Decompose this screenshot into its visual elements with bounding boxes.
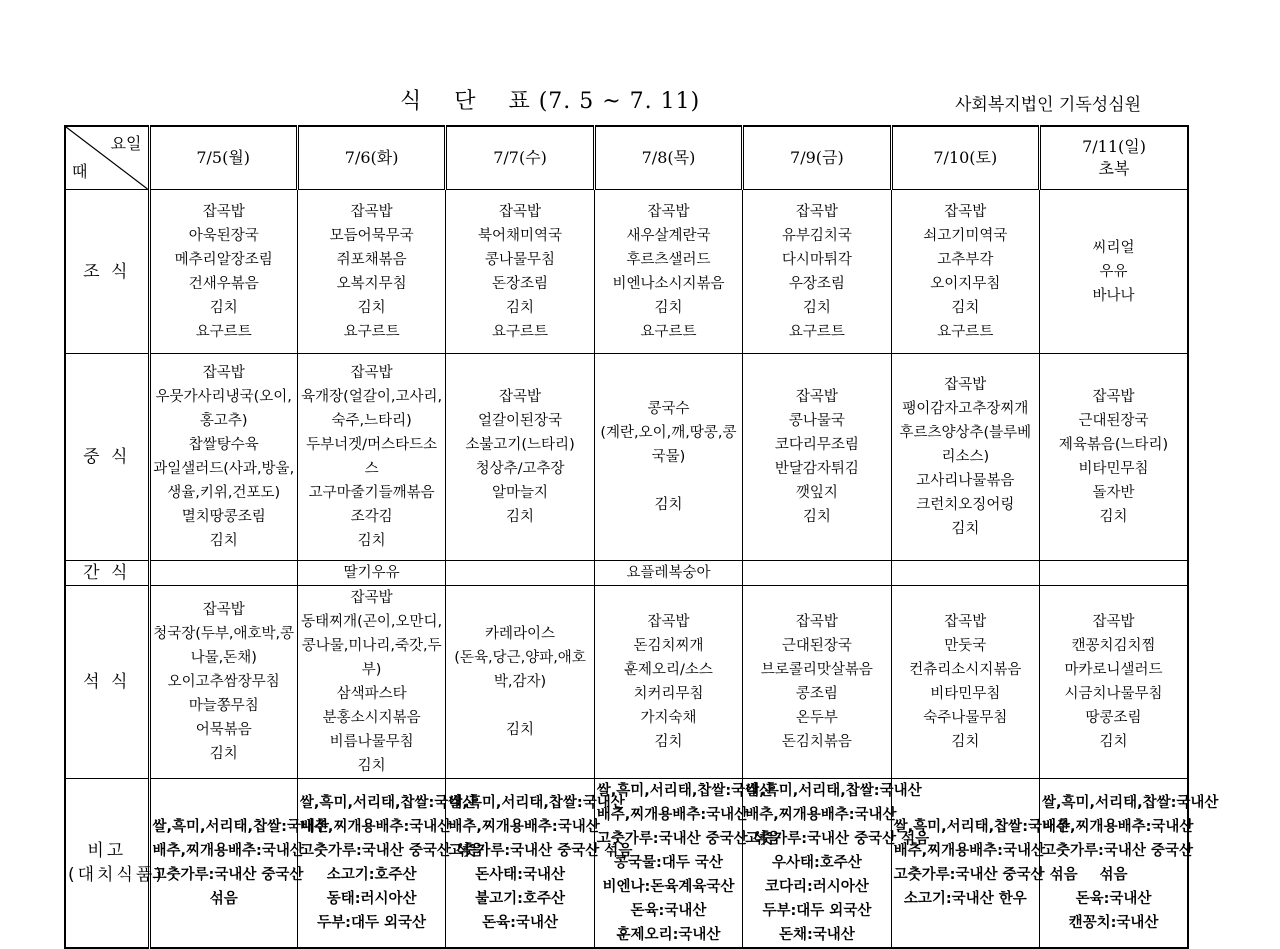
menu-item: 잡곡밥 [795,614,838,630]
menu-cell [297,354,445,561]
menu-item: 콩나물무침 [485,251,556,268]
menu-cell [594,779,781,949]
menu-item: 김치 [951,299,980,316]
menu-item: 요구르트 [343,323,400,340]
menu-item: 김치 [357,758,386,774]
menu-item: 잡곡밥 [944,614,987,630]
origin-note: 돈육:국내산 [1075,891,1152,907]
menu-item: 김치 [506,299,535,316]
menu-cell [743,561,891,586]
menu-item: 어묵볶음 [195,722,252,738]
origin-note: 코다리:러시아산 [764,879,869,895]
origin-note: 섞음 [1099,867,1128,883]
day-header-6 [891,126,1039,190]
menu-item: 잡곡밥 [202,203,245,220]
menu-item [597,469,740,493]
menu-item: 쇠고기미역국 [923,227,1008,244]
menu-item: 잡곡밥 [944,203,987,220]
menu-item: 우유 [1099,263,1128,280]
origin-note: 두부:대두 외국산 [762,903,872,919]
menu-item: 팽이감자고추장찌개 [902,401,1029,417]
origin-note: 캔꽁치:국내산 [1068,915,1159,931]
menu-cell [149,586,297,779]
day-date: 7/10(토) [933,148,998,167]
day-header-5 [743,126,891,190]
menu-cell [594,190,742,354]
menu-item: 새우살계란국 [626,227,711,244]
origin-note: 배추,찌개용배추:국내산 [745,807,897,823]
menu-item: 반달감자튀김 [774,461,859,477]
menu-item: 김치 [209,533,238,549]
menu-table-body [65,126,1219,948]
menu-item: 오이고추쌈장무침 [167,674,280,690]
menu-item: 김치 [1099,509,1128,525]
menu-cell [1040,586,1188,779]
menu-item: 잡곡밥 [1092,389,1135,405]
origin-note: 돈채:국내산 [778,927,855,943]
menu-cell [743,779,930,949]
menu-item: 찹쌀탕수육 [188,437,259,453]
menu-item: 코다리무조림 [774,437,859,453]
menu-item: 동태찌개(곤이,오만디,콩나물,미나리,죽갓,두부) [301,614,443,678]
menu-item: 김치 [209,746,238,762]
menu-item: 알마늘지 [492,485,549,501]
menu-item: 콩나물국 [788,413,845,429]
menu-item: 김치 [654,299,683,316]
menu-item: 돈김치볶음 [781,734,852,750]
menu-cell [297,586,445,779]
menu-cell [743,190,891,354]
snack-row [65,561,1188,586]
menu-item: 김치 [654,497,683,513]
menu-item: 김치 [802,509,831,525]
menu-cell [743,354,891,561]
menu-item: 김치 [357,533,386,549]
menu-item: 쥐포채볶음 [336,251,407,268]
menu-item: 잡곡밥 [944,377,987,393]
menu-item: 근대된장국 [1078,413,1149,429]
origin-note: 배추,찌개용배추:국내산 [299,819,452,835]
day-note: 초복 [1098,159,1130,178]
menu-cell [149,354,297,561]
menu-item: 잡곡밥 [647,614,690,630]
menu-item: 제육볶음(느타리) [1058,437,1169,453]
menu-cell [297,561,445,586]
menu-item: 돌자반 [1092,485,1135,501]
menu-item: 가지숙채 [640,710,697,726]
menu-item: 소불고기(느타리) [465,437,575,453]
origin-note: 고춧가루:국내산 중국산 섞음 [745,831,930,847]
menu-item: 씨리얼 [1092,239,1135,256]
origin-note: 고춧가루:국내산 중국산 섞음 [448,843,633,859]
menu-item: 요구르트 [195,323,252,340]
menu-cell [446,190,594,354]
origin-note: 쌀,흑미,서리태,찹쌀:국내산 [448,795,625,811]
menu-cell [1040,561,1188,586]
menu-item: 치커리무침 [633,686,704,702]
menu-item: 시금치나물무침 [1064,686,1163,702]
menu-cell [446,586,594,779]
menu-item: 삼색파스타 [336,686,407,702]
origin-note: 우사태:호주산 [771,855,862,871]
origin-note: 고춧가루:국내산 중국산 [152,867,304,883]
day-header-3 [446,126,594,190]
header-row [65,126,1188,190]
menu-cell [594,561,742,586]
menu-item: 청상추/고추장 [475,461,565,477]
menu-item: 바나나 [1092,287,1135,304]
menu-item: 잡곡밥 [795,203,838,220]
menu-item: 콩국수 [647,401,690,417]
menu-item: 김치 [357,299,386,316]
origin-note: 돈육:국내산 [482,915,558,931]
origin-note: 고춧가루:국내산 중국산 섞음 [893,867,1078,883]
origin-note: 고춧가루:국내산 중국산 섞음 [596,831,781,847]
dinner-row [65,586,1188,779]
meal-label: 조 식 [65,190,149,354]
menu-item: 메추리알장조림 [174,251,273,268]
menu-item: 잡곡밥 [350,590,393,606]
menu-item: 김치 [802,299,831,316]
menu-item: 우뭇가사리냉국(오이,홍고추) [155,389,292,429]
menu-item: 비엔나소시지볶음 [612,275,725,292]
breakfast-row [65,190,1188,354]
menu-cell [297,779,484,949]
menu-item: (돈육,당근,양파,애호박,감자) [454,650,586,690]
origin-note: 배추,찌개용배추:국내산 [152,843,304,859]
menu-item: 근대된장국 [781,638,852,654]
menu-item: 얼갈이된장국 [478,413,563,429]
day-header-4 [594,126,742,190]
menu-item: 온두부 [795,710,838,726]
meal-label: 간 식 [65,561,149,586]
menu-item: 비타민무침 [930,686,1001,702]
menu-item: 요구르트 [640,323,697,340]
menu-item: 마늘쫑무침 [188,698,259,714]
menu-item: 후르츠샐러드 [626,251,711,268]
menu-item: 아욱된장국 [188,227,259,244]
origin-note: 고춧가루:국내산 중국산 섞음 [299,843,484,859]
menu-item: 오이지무침 [930,275,1001,292]
menu-cell [149,190,297,354]
menu-item: 우장조림 [788,275,845,292]
menu-item: 다시마튀각 [781,251,852,268]
menu-item: 만둣국 [944,638,987,654]
menu-item: 후르츠양상추(블루베리소스) [899,425,1032,465]
organization-name: 사회복지법인 기독성심원 [955,95,1142,115]
day-date: 7/8(목) [641,148,696,167]
menu-item: 땅콩조림 [1085,710,1142,726]
day-date: 7/6(화) [344,148,399,167]
menu-cell [1040,779,1219,949]
menu-cell [594,586,742,779]
origin-note: 배추,찌개용배추:국내산 [893,843,1045,859]
origin-note: 훈제오리:국내산 [616,927,721,943]
menu-item: 컨츄리소시지볶음 [909,662,1022,678]
menu-cell [891,586,1039,779]
menu-cell [1040,190,1188,354]
menu-item: 요구르트 [492,323,549,340]
menu-item [448,694,591,718]
menu-item: 잡곡밥 [499,203,542,220]
origin-note: 소고기:국내산 한우 [903,891,1027,907]
origin-note: 쌀,흑미,서리태,찹쌀:국내산 [596,783,774,799]
menu-cell [594,354,742,561]
origin-note: 두부:대두 외국산 [317,915,427,931]
menu-item: 과일샐러드(사과,방울,생율,키위,건포도) [153,461,295,501]
menu-item: 요플레복숭아 [626,565,711,581]
day-date: 7/9(금) [790,148,844,167]
lunch-row [65,354,1188,561]
menu-item: 잡곡밥 [795,389,838,405]
menu-item: 김치 [209,299,238,316]
menu-item: 모듬어묵무국 [329,227,414,244]
menu-item: 김치 [506,509,535,525]
day-date: 7/11(일) [1082,137,1146,156]
menu-item: 김치 [951,734,980,750]
menu-item: 비름나물무침 [329,734,414,750]
menu-cell [149,561,297,586]
day-header-7 [1040,126,1188,190]
menu-cell [446,561,594,586]
meal-label: 석 식 [65,586,149,779]
origin-note: 섞음 [209,891,238,907]
menu-item: 육개장(얼갈이,고사리,숙주,느타리) [301,389,443,429]
menu-item: 크런치오징어링 [916,497,1015,513]
day-date: 7/5(월) [196,148,251,167]
origin-note: 소고기:호주산 [326,867,417,883]
menu-item: 유부김치국 [781,227,852,244]
origin-note: 고춧가루:국내산 중국산 [1042,843,1193,859]
menu-item: 두부너겟/머스타드소스 [306,437,438,477]
menu-item: 콩조림 [795,686,838,702]
menu-cell [297,190,445,354]
origin-note: 배추,찌개용배추:국내산 [596,807,749,823]
menu-item: 고사리나물볶음 [916,473,1015,489]
menu-item: 잡곡밥 [202,602,245,618]
menu-cell [891,354,1039,561]
menu-item: (계란,오이,깨,땅콩,콩국물) [600,425,737,465]
origin-note: 쌀,흑미,서리태,찹쌀:국내산 [1042,795,1219,811]
origin-note: 배추,찌개용배추:국내산 [448,819,600,835]
menu-item: 요구르트 [788,323,845,340]
meal-label: 중 식 [65,354,149,561]
menu-cell [891,779,1078,949]
menu-item: 딸기우유 [343,565,400,581]
menu-item: 마카로니샐러드 [1064,662,1163,678]
menu-item: 잡곡밥 [202,365,245,381]
day-header-2 [297,126,445,190]
menu-item: 잡곡밥 [499,389,542,405]
notes-row [65,779,1188,949]
meal-label: 비고 (대치식품) [65,779,149,949]
menu-item: 고구마줄기들깨볶음 [308,485,435,501]
menu-item: 고추부각 [937,251,994,268]
origin-note: 돈사태:국내산 [475,867,565,883]
day-date: 7/7(수) [493,148,547,167]
menu-item: 잡곡밥 [350,365,393,381]
origin-note: 비엔나:돈육계육국산 [602,879,735,895]
menu-item: 요구르트 [937,323,994,340]
menu-item: 숙주나물무침 [923,710,1008,726]
menu-item: 돈장조림 [492,275,549,292]
menu-item: 돈김치찌개 [633,638,704,654]
menu-item: 북어채미역국 [478,227,563,244]
page-title: 식 단 표 (7. 5 ~ 7. 11) [400,89,701,114]
menu-item: 잡곡밥 [647,203,690,220]
origin-note: 쌀,흑미,서리태,찹쌀:국내산 [152,819,329,835]
origin-note: 동태:러시아산 [326,891,417,907]
menu-cell [446,779,633,949]
menu-item: 김치 [951,521,980,537]
origin-note: 배추,찌개용배추:국내산 [1042,819,1194,835]
corner-meal-label: 때 [72,162,88,181]
menu-item: 훈제오리/소스 [624,662,713,678]
day-header-1 [149,126,297,190]
menu-item: 김치 [654,734,683,750]
menu-item: 브로콜리맛살볶음 [760,662,873,678]
origin-note: 쌀,흑미,서리태,찹쌀:국내산 [893,819,1071,835]
menu-cell [446,354,594,561]
origin-note: 쌀,흑미,서리태,찹쌀:국내산 [299,795,477,811]
menu-item: 캔꽁치김치찜 [1071,638,1156,654]
menu-item: 분홍소시지볶음 [322,710,421,726]
menu-item: 건새우볶음 [188,275,259,292]
origin-note: 돈육:국내산 [630,903,707,919]
menu-cell [891,190,1039,354]
menu-cell [743,586,891,779]
menu-item: 깻잎지 [795,485,838,501]
menu-item: 청국장(두부,애호박,콩나물,돈채) [153,626,295,666]
origin-note: 콩국물:대두 국산 [614,855,723,871]
menu-item: 김치 [1099,734,1128,750]
menu-item: 김치 [506,722,535,738]
menu-item: 비타민무침 [1078,461,1149,477]
menu-item: 멸치땅콩조림 [181,509,266,525]
menu-cell [1040,354,1188,561]
menu-item: 잡곡밥 [350,203,393,220]
menu-item: 조각김 [350,509,393,525]
corner-cell [65,126,149,190]
menu-item: 오복지무침 [336,275,407,292]
menu-table [64,125,1219,949]
menu-item: 잡곡밥 [1092,614,1135,630]
menu-cell [149,779,329,949]
origin-note: 쌀,흑미,서리태,찹쌀:국내산 [745,783,922,799]
menu-cell [891,561,1039,586]
corner-day-label: 요일 [110,134,142,153]
menu-item: 카레라이스 [485,626,556,642]
origin-note: 불고기:호주산 [475,891,565,907]
